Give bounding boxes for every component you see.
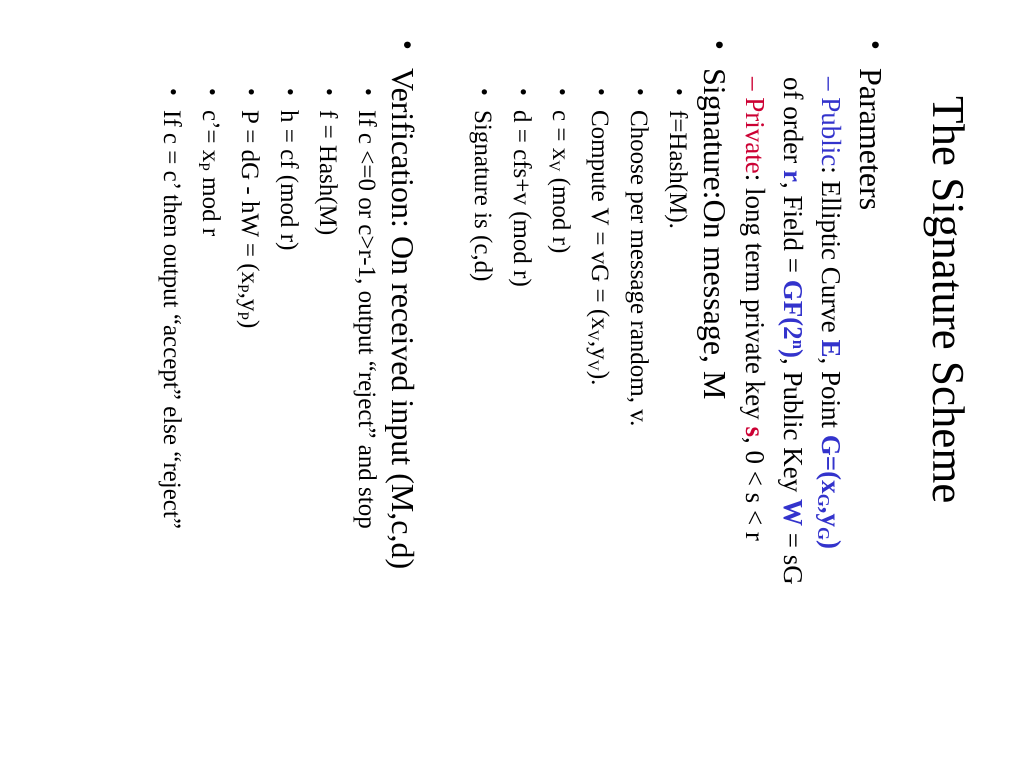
bullet-signature: • [703,40,734,50]
signature-f: f=Hash(M). [664,110,691,229]
verification-heading: Verification: On received input (M,c,d) [385,68,421,570]
private-key-s: s [740,426,770,437]
signature-is: Signature is (c,d) [469,110,496,282]
parameters-heading: Parameters [853,68,889,211]
sub-bullet: • [472,88,497,96]
signature-compute: Compute V = vG = $(x_V,y_V)$. [584,110,613,386]
sub-bullet: • [550,88,575,96]
slide-title: The Signature Scheme [923,96,973,504]
public-label: Public [816,97,846,167]
verification-check: If c <=0 or c>r-1, output “reject” and stop [353,110,380,529]
bullet-verification: • [391,40,422,50]
sub-bullet: • [511,88,536,96]
private-line: – Private: long term private key s, 0 < s < r [740,77,770,541]
order-r: r [778,169,808,182]
curve-E: E [816,339,846,358]
signature-choose: Choose per message random, v. [625,110,652,427]
sub-bullet: • [356,88,381,96]
verification-P: P = dG - hW = $(x_P,y_P)$ [234,110,263,329]
sub-bullet: • [161,88,186,96]
field-GF: GF(2$^n$) [778,279,809,358]
sub-bullet: • [239,88,264,96]
public-key-W: W [778,499,808,526]
private-label: Private [740,97,770,174]
signature-c: $c = x_V$ (mod r) [545,110,574,254]
sub-bullet: • [317,88,342,96]
verification-cprime: c’= $x_P$ mod r [195,110,224,237]
sub-bullet: • [200,88,225,96]
verification-final: If c = c’ then output “accept” else “reject” [158,110,185,529]
verification-h: h = cf (mod r) [275,110,302,251]
public-line-2: of order r, Field = $GF(2^n)$, Public Key W = sG [778,77,809,585]
sub-bullet: • [628,88,653,96]
private-dash: – [740,77,770,91]
public-dash: – [816,77,846,91]
verification-f: f = Hash(M) [314,110,341,236]
signature-d: d = cfs+v (mod r) [508,110,535,287]
public-line-1: – Public: Elliptic Curve E, Point $G=(x_G,y_G)$ [813,77,846,549]
signature-heading: Signature:On message, M [697,68,733,400]
sub-bullet: • [278,88,303,96]
sub-bullet: • [589,88,614,96]
bullet-parameters: • [859,40,890,50]
point-G: $G=(x_G,y_G)$ [813,434,846,549]
sub-bullet: • [667,88,692,96]
